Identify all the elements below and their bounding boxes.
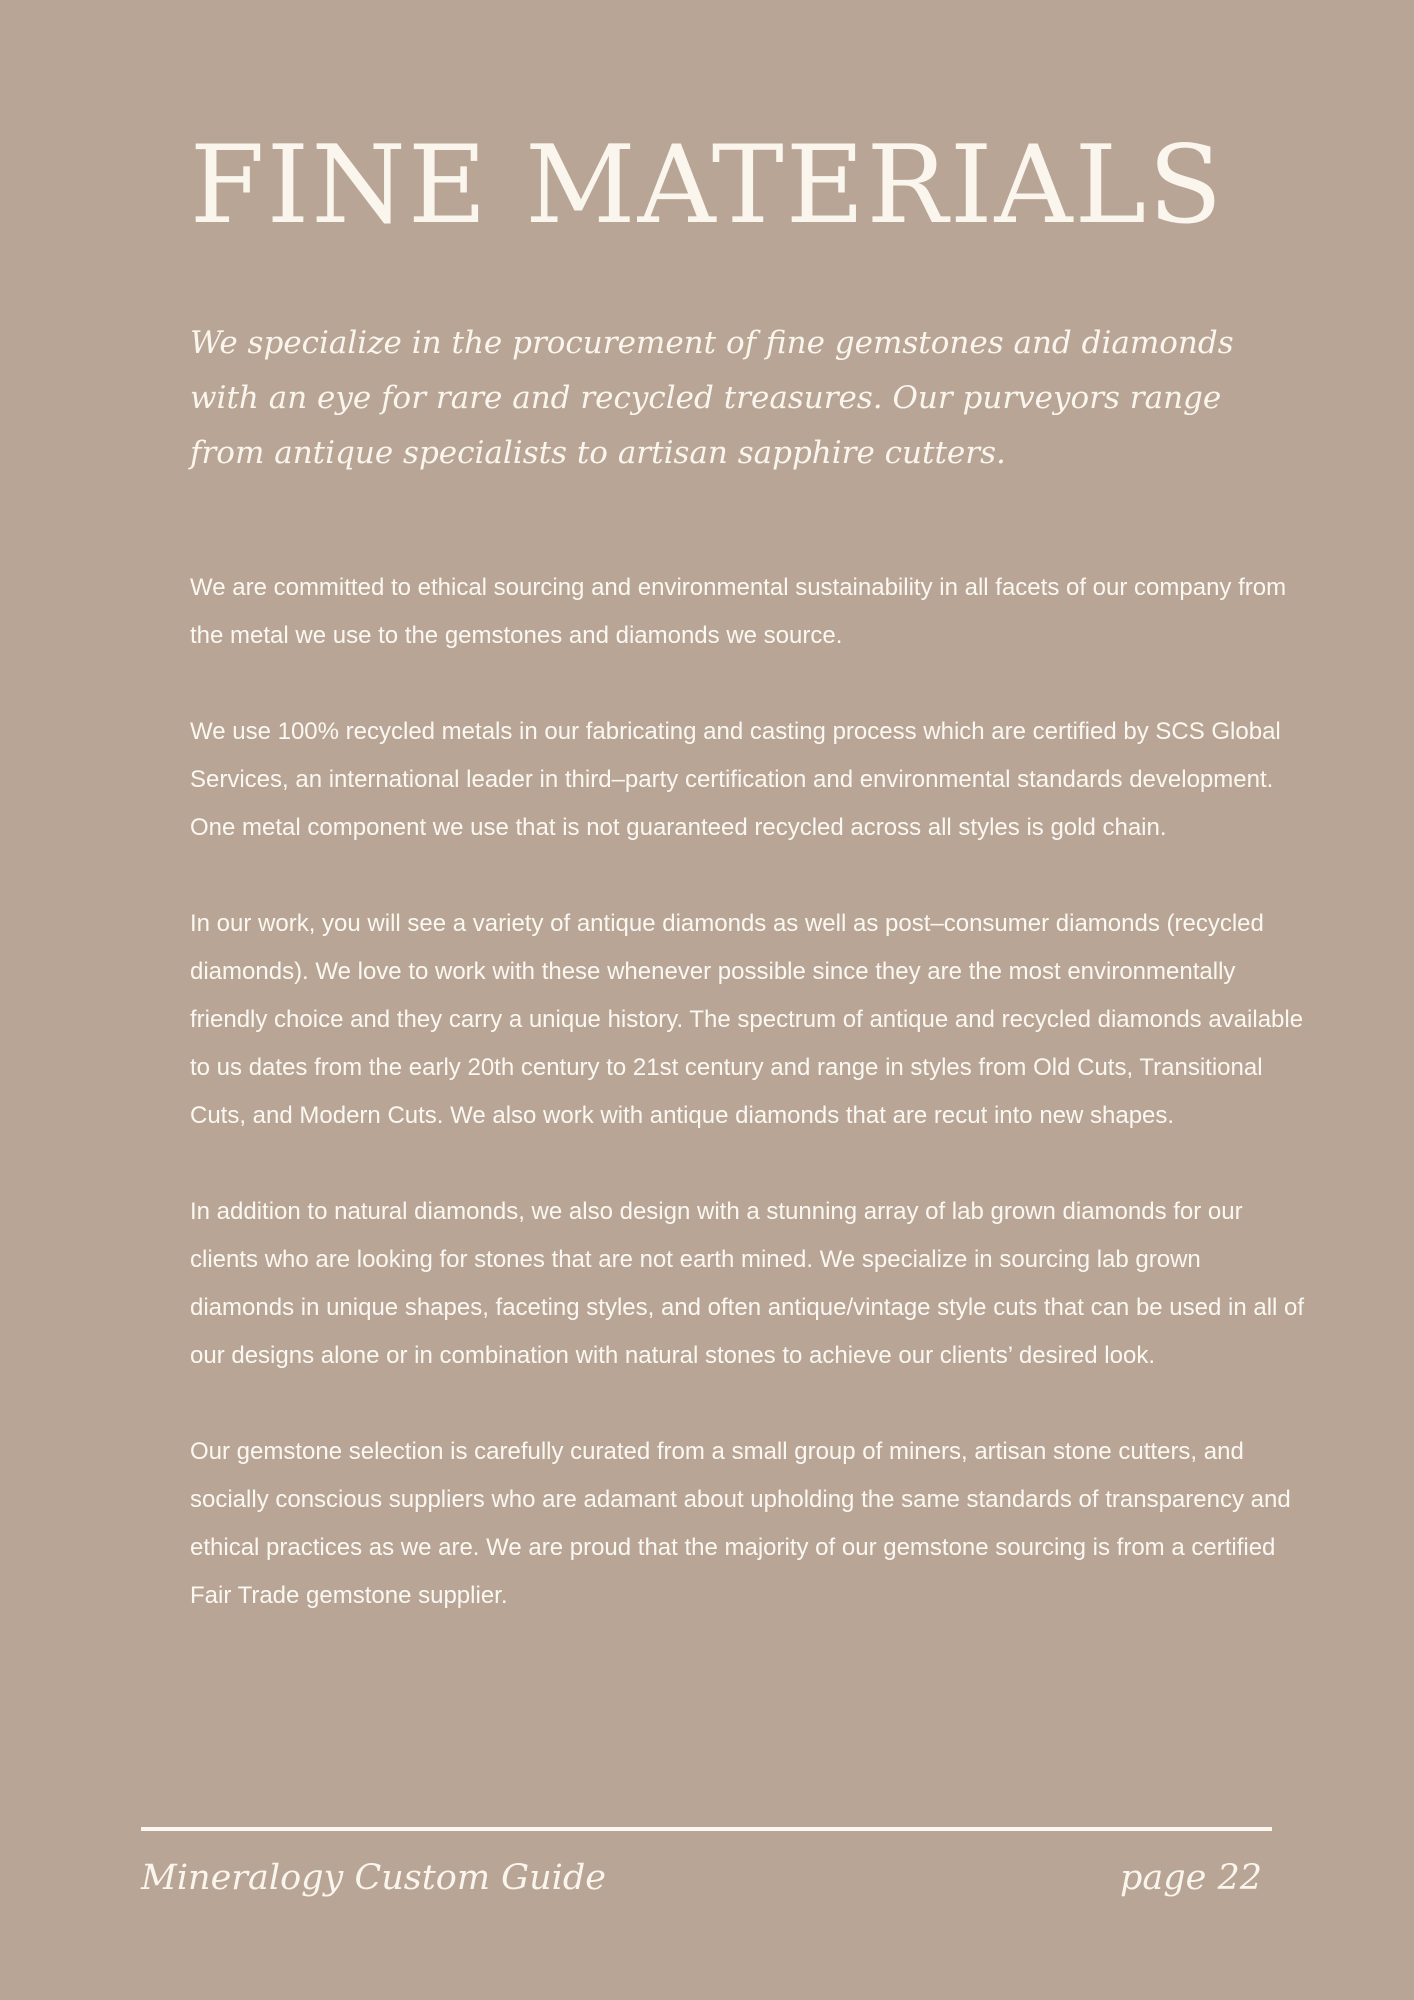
body-paragraph-2: We use 100% recycled metals in our fabricating and casting process which are certified by SCS Global Services, an international leader in third–party certification and environmental standards development. One metal component we use that is not guaranteed recycled across all styles is gold chain. [190, 718, 1281, 841]
footer-guide-name: Mineralogy Custom Guide [141, 1858, 606, 1898]
body-paragraph-5: Our gemstone selection is carefully curated from a small group of miners, artisan stone cutters, and socially conscious suppliers who are adamant about upholding the same standards of transparency and ethical practices as we are. We are proud that the majority of our gemstone sourcing is from a certified Fair Trade gemstone supplier. [190, 1438, 1291, 1609]
intro-paragraph: We specialize in the procurement of fine gemstones and diamonds with an eye for rare and recycled treasures. Our purveyors range from antique specialists to artisan sapphire cutters. [190, 325, 1234, 471]
footer-divider [141, 1827, 1272, 1831]
body-paragraph-3: In our work, you will see a variety of antique diamonds as well as post–consumer diamonds (recycled diamonds). We love to work with these whenever possible since they are the most environmentally friendly choice and they carry a unique history. The spectrum of antique and recycled diamonds available to us dates from the early 20th century to 21st century and range in styles from Old Cuts, Transitional Cuts, and Modern Cuts. We also work with antique diamonds that are recut into new shapes. [190, 910, 1304, 1129]
body-text [190, 564, 1310, 1668]
page-title: FINE MATERIALS [189, 123, 1225, 248]
body-paragraph-1: We are committed to ethical sourcing and environmental sustainability in all facets of our company from the metal we use to the gemstones and diamonds we source. [190, 574, 1287, 649]
footer-page-number: page 22 [1119, 1858, 1262, 1898]
body-paragraph-4: In addition to natural diamonds, we also design with a stunning array of lab grown diamonds for our clients who are looking for stones that are not earth mined. We specialize in sourcing lab grown diamonds in unique shapes, faceting styles, and often antique/vintage style cuts that can be used in all of our designs alone or in combination with natural stones to achieve our clients’ desired look. [190, 1198, 1305, 1369]
